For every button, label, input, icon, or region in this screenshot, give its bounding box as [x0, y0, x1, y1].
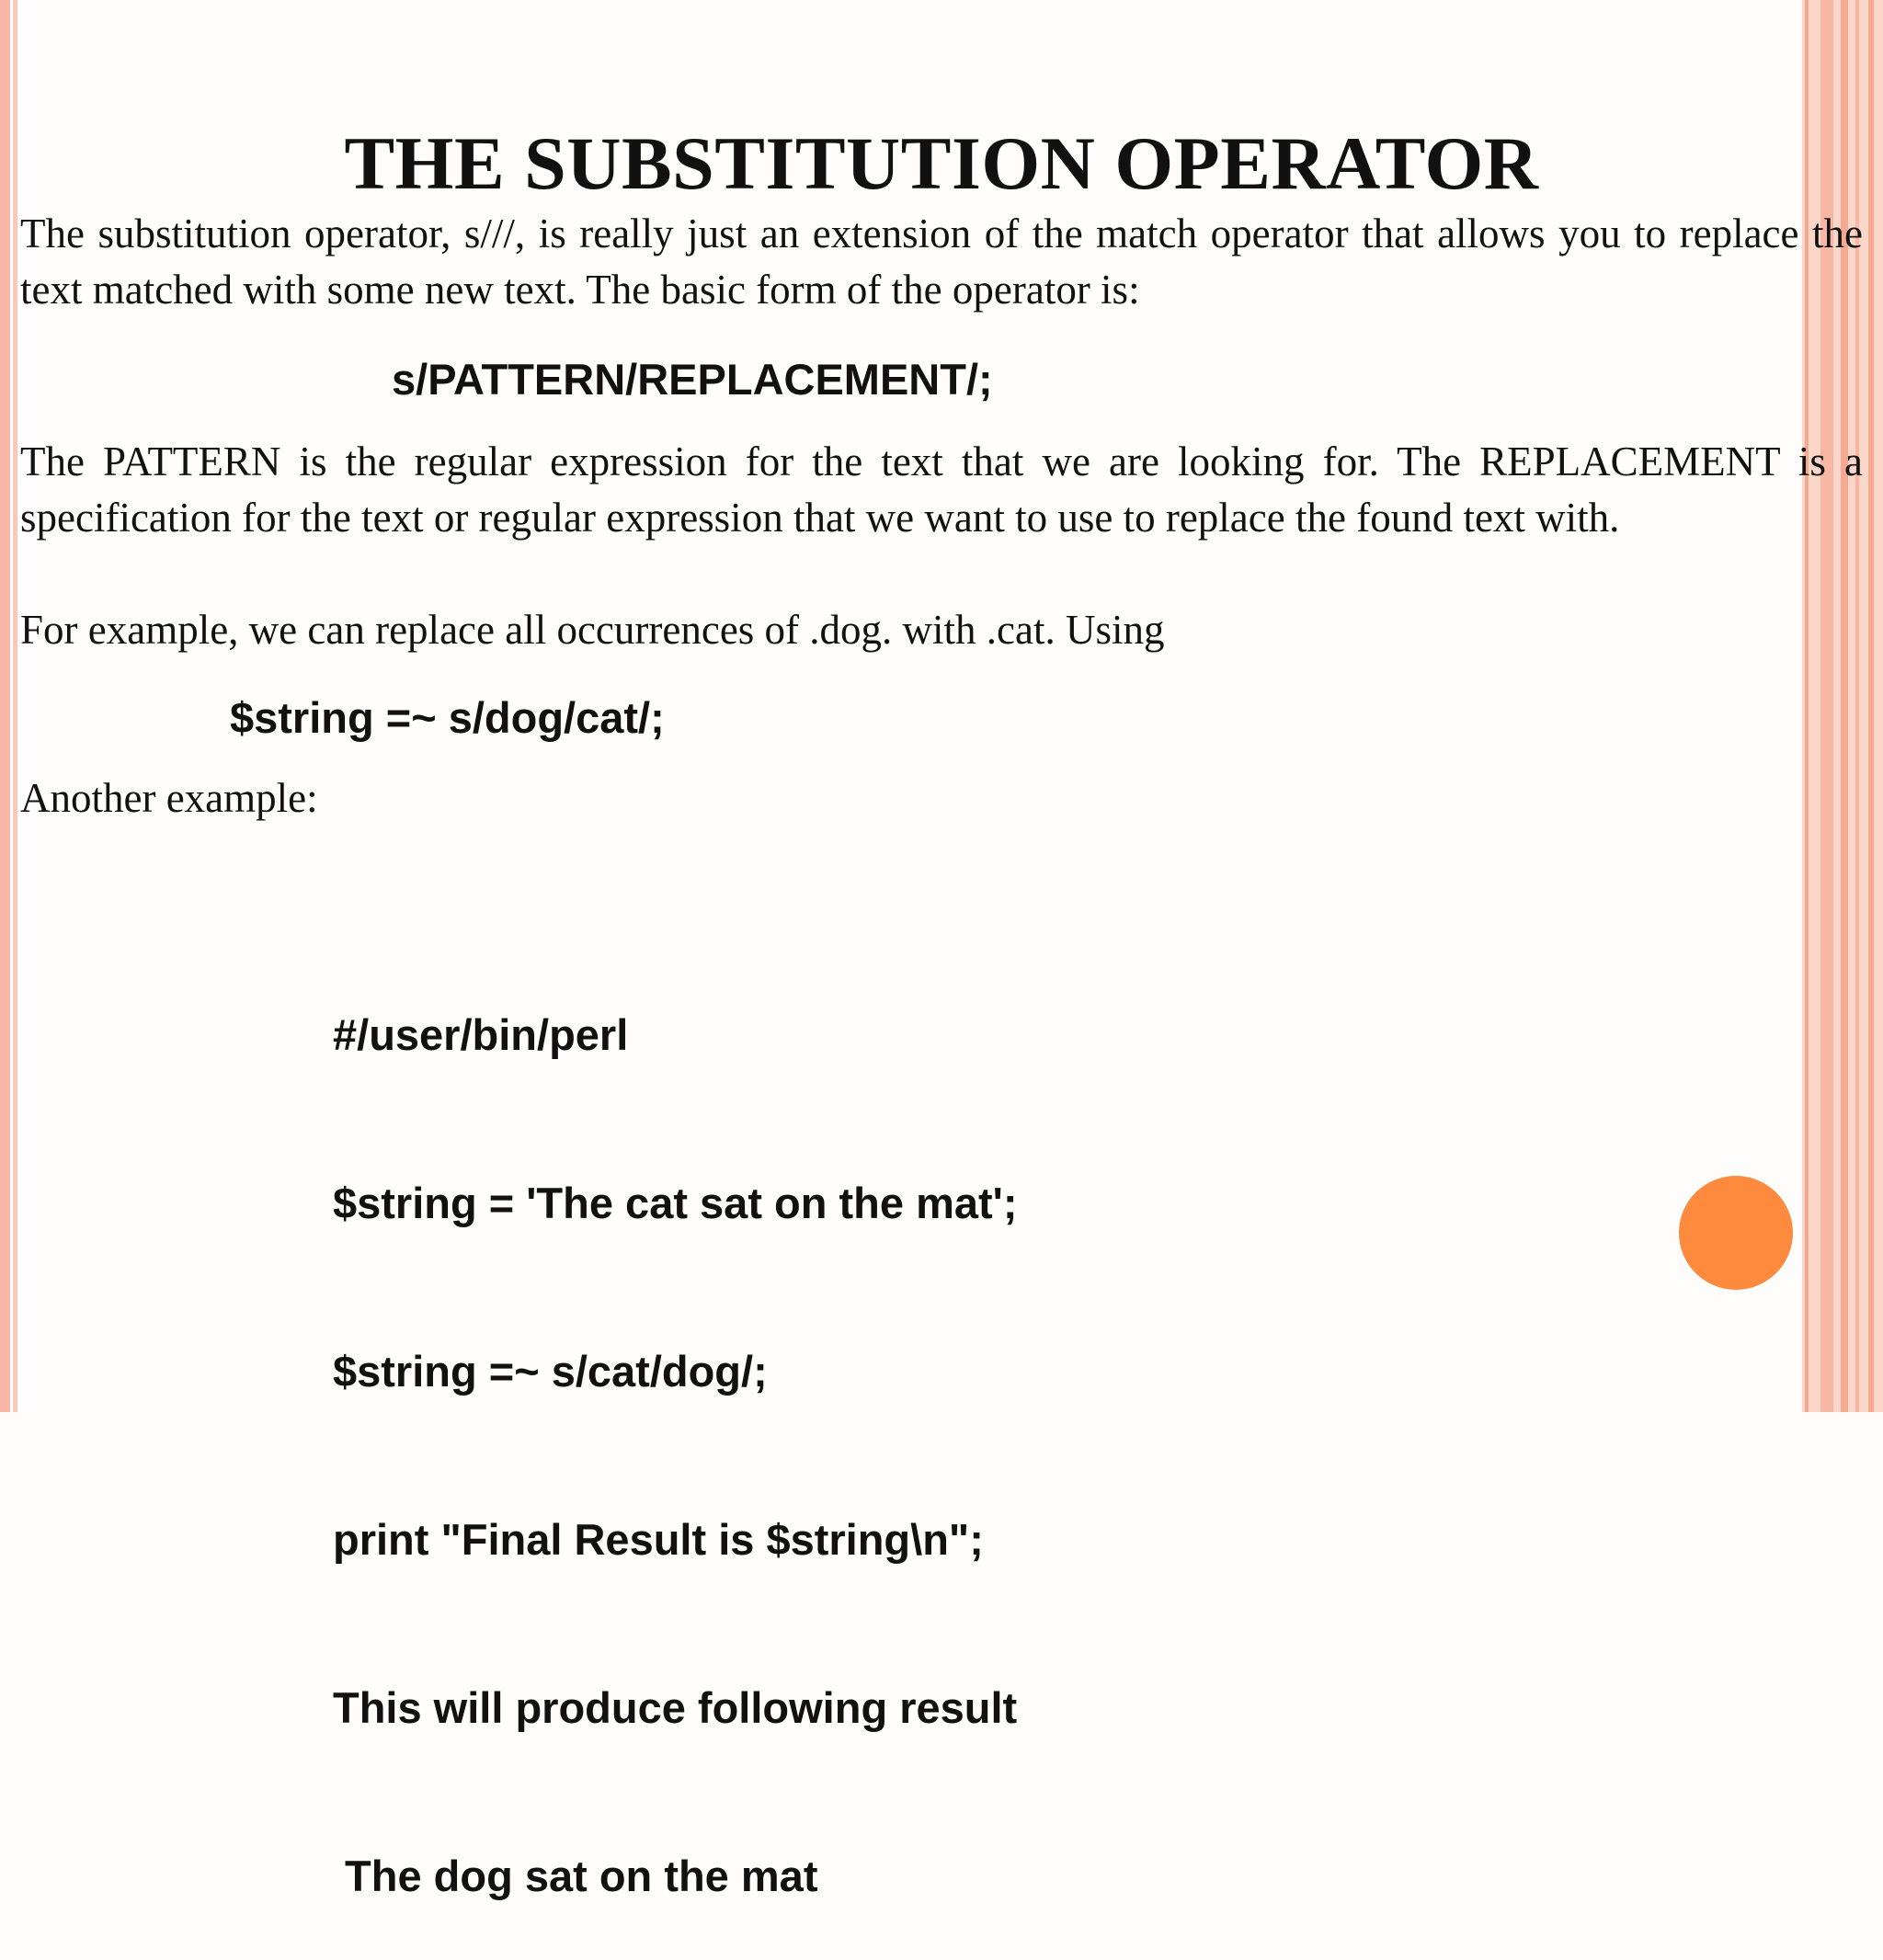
- basic-form-code: s/PATTERN/REPLACEMENT/;: [392, 355, 993, 404]
- left-frame-stripe: [0, 0, 10, 1412]
- code-line: #/user/bin/perl: [333, 1010, 629, 1059]
- code-line: $string =~ s/cat/dog/;: [333, 1347, 768, 1396]
- intro-paragraph: The substitution operator, s///, is really just an extension of the match operator that allows you to replace the text matched with some new text. The basic form of the operator is:: [20, 211, 1863, 313]
- decorative-orange-dot: [1679, 1176, 1793, 1290]
- code-line: print "Final Result is $string\n";: [333, 1515, 984, 1564]
- perl-code-block: [333, 895, 1017, 1960]
- code-line: This will produce following result: [333, 1683, 1018, 1732]
- code-line: The dog sat on the mat: [333, 1852, 818, 1900]
- example-intro-paragraph: For example, we can replace all occurrences of .dog. with .cat. Using: [20, 607, 1165, 653]
- pattern-description-paragraph: The PATTERN is the regular expression for the text that we are looking for. The REPLACEMENT is a specification for the text or regular expression that we want to use to replace the found text with.: [20, 439, 1863, 541]
- right-frame-line: [1868, 0, 1874, 1412]
- slide-title: THE SUBSTITUTION OPERATOR: [344, 121, 1539, 205]
- code-line: $string = 'The cat sat on the mat';: [333, 1179, 1018, 1227]
- left-frame-stripe-inner: [13, 0, 17, 1412]
- example-code: $string =~ s/dog/cat/;: [230, 693, 665, 742]
- another-example-label: Another example:: [20, 775, 318, 821]
